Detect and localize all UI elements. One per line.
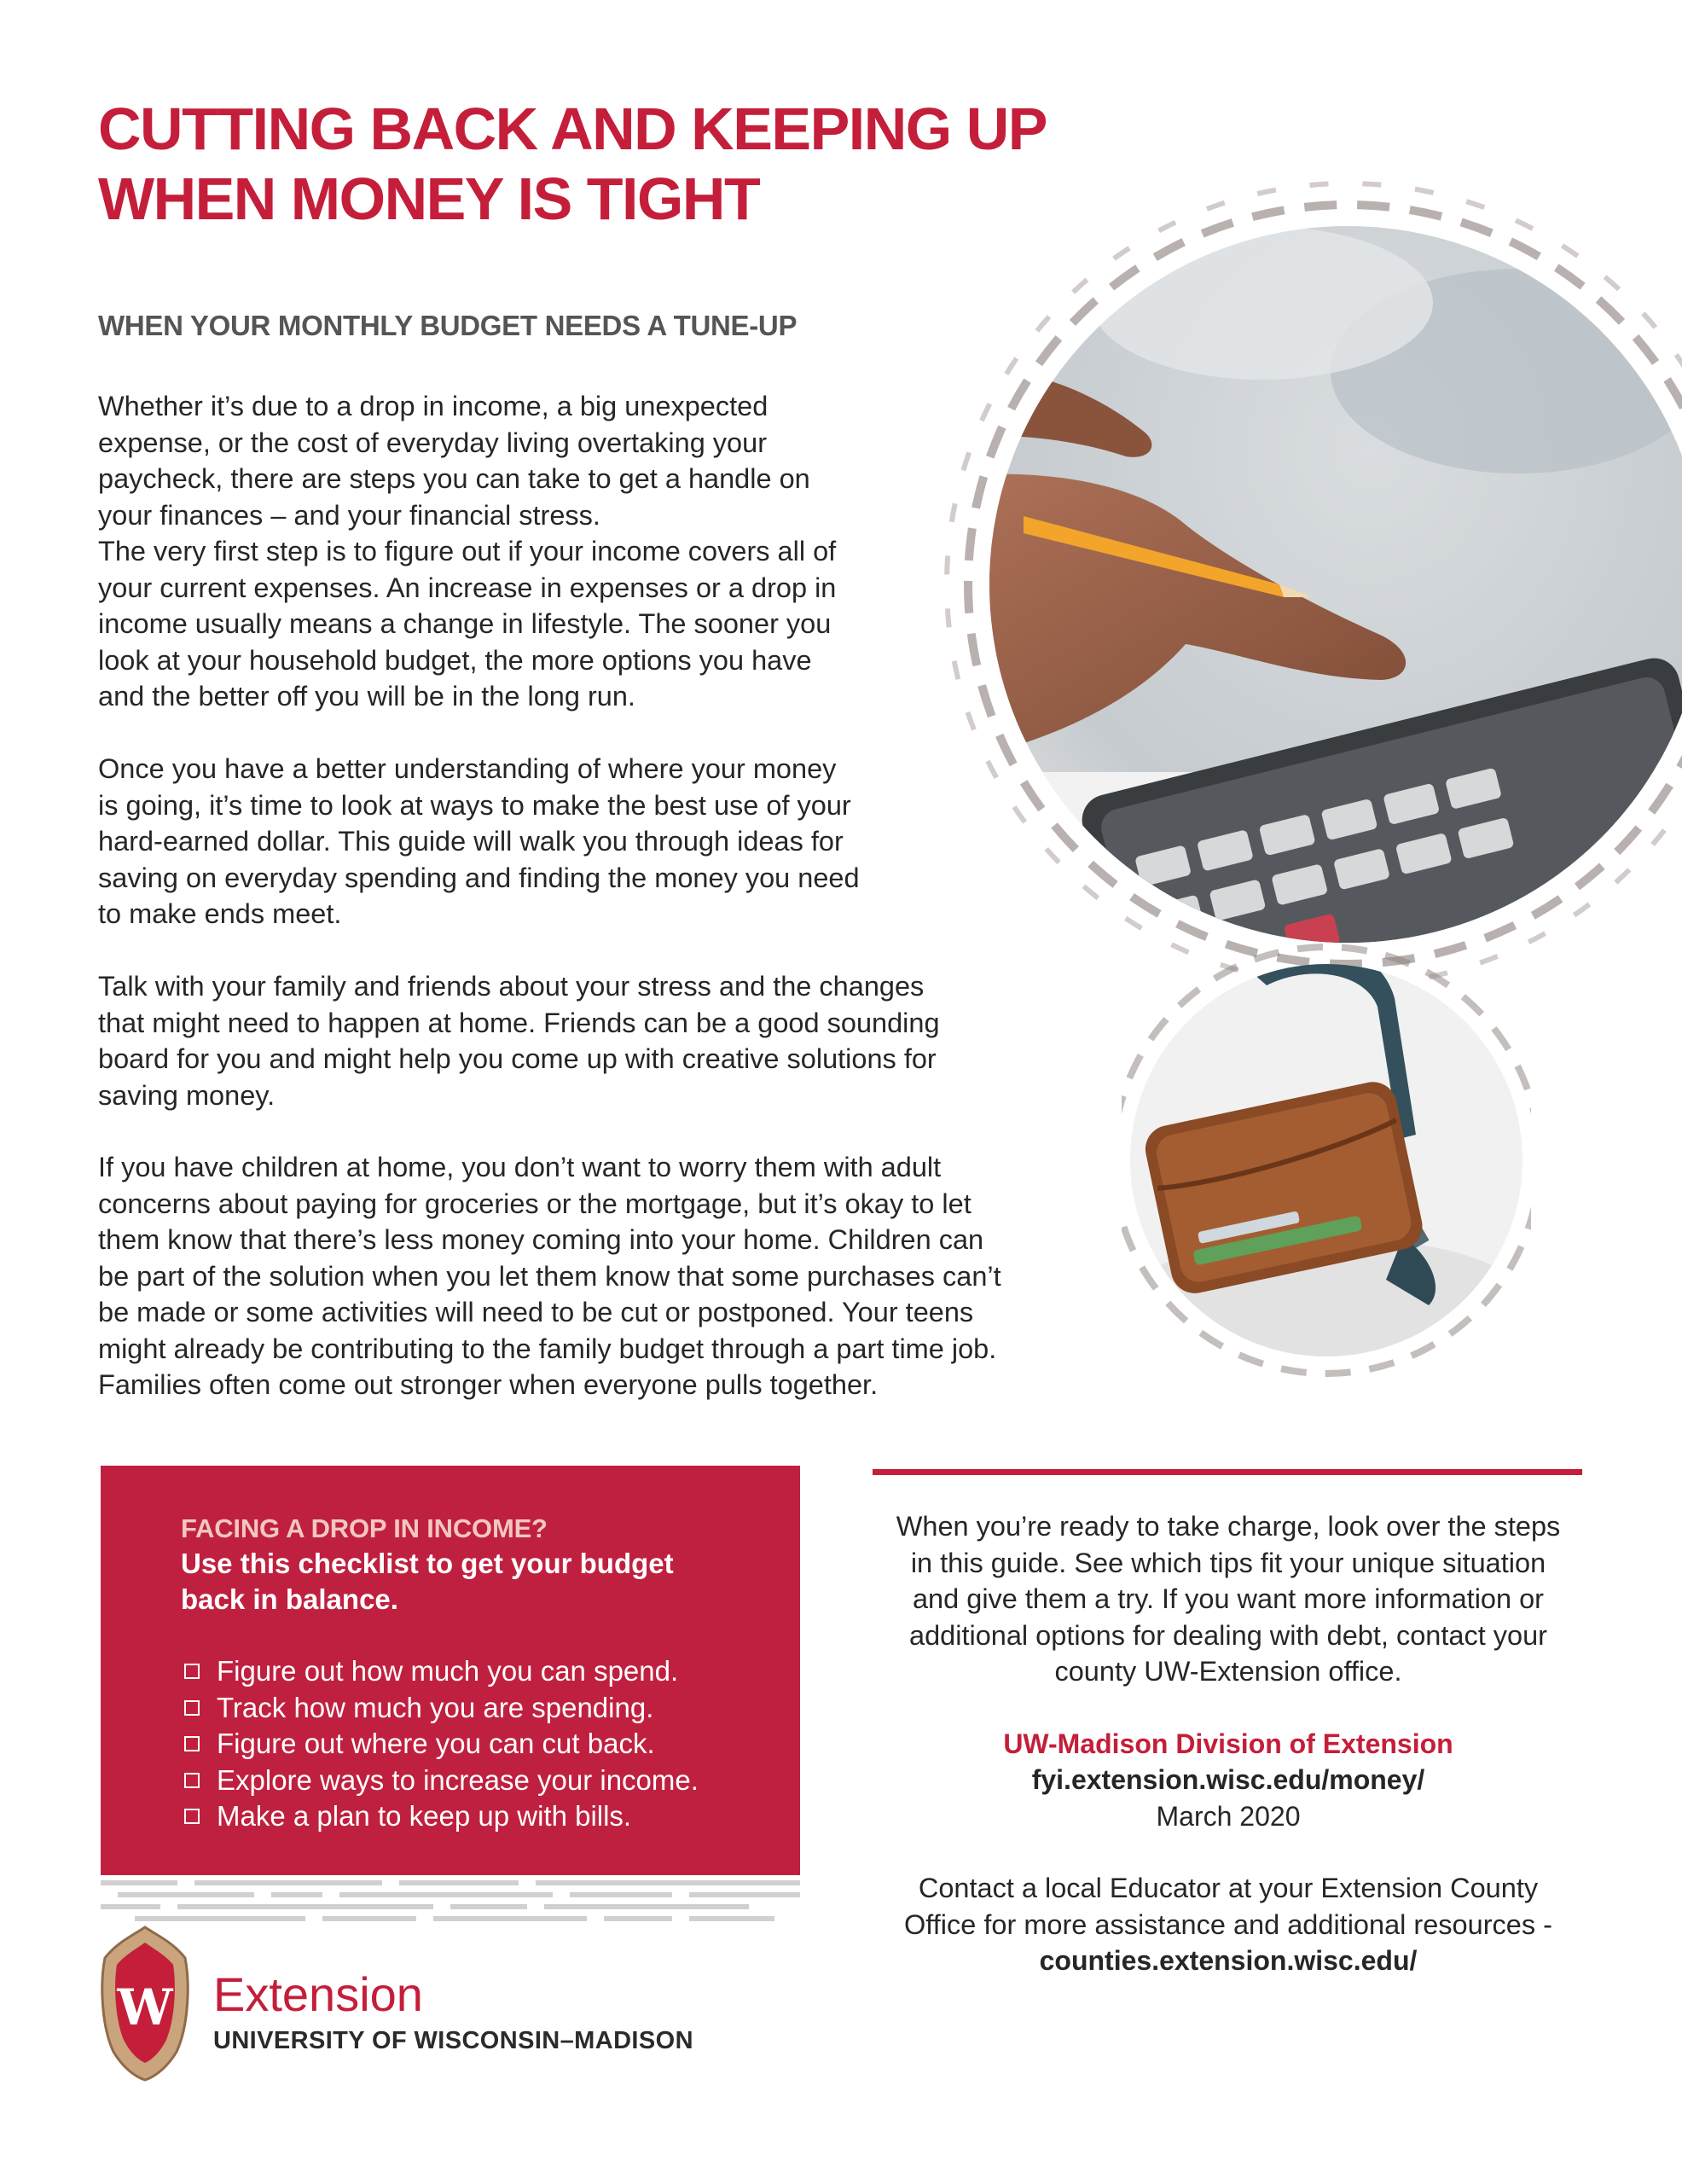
checklist-subheading [181, 1546, 727, 1618]
subheading-line: Use this checklist to get your budget [181, 1548, 674, 1579]
checklist-item [181, 1653, 699, 1690]
checkbox-icon [184, 1664, 200, 1679]
checkbox-icon [184, 1700, 200, 1716]
county-url-link[interactable]: counties.extension.wisc.edu/ [1039, 1945, 1418, 1976]
checklist-item [181, 1763, 699, 1799]
text-line: is going, it’s time to look at ways to make the best use of your [98, 789, 851, 821]
section-heading: WHEN YOUR MONTHLY BUDGET NEEDS A TUNE-UP [98, 310, 798, 341]
checklist-item-label: Make a plan to keep up with bills. [217, 1800, 632, 1833]
checklist-item [181, 1726, 699, 1763]
text-line: saving on everyday spending and finding the money you need [98, 862, 860, 893]
contact-paragraph [870, 1870, 1586, 1943]
checklist [181, 1653, 699, 1835]
intro-paragraph [98, 388, 836, 715]
text-line: The very first step is to figure out if your income covers all of [98, 536, 837, 566]
text-line: additional options for dealing with debt, contact your [909, 1619, 1547, 1651]
text-line: them know that there’s less money coming into your home. Children can [98, 1224, 984, 1255]
uw-crest-icon [98, 1924, 192, 2082]
text-line: When you’re ready to take charge, look over the steps [896, 1511, 1561, 1542]
text-line: concerns about paying for groceries or the mortgage, but it’s okay to let [98, 1188, 972, 1219]
text-line: be made or some activities will need to be cut or postponed. Your teens [98, 1297, 974, 1327]
closing-section [870, 1508, 1586, 1979]
checklist-item-label: Figure out where you can cut back. [217, 1728, 655, 1760]
text-line: hard-earned dollar. This guide will walk you through ideas for [98, 826, 844, 857]
text-line: Families often come out stronger when everyone pulls together. [98, 1369, 879, 1400]
stripe-decoration [101, 1877, 800, 1926]
text-line: your finances – and your financial stress. [98, 499, 600, 531]
text-line: and the better off you will be in the long run. [98, 681, 635, 712]
text-line: your current expenses. An increase in expenses or a drop in [98, 572, 837, 603]
understanding-paragraph [98, 751, 860, 932]
wallet-in-clamp-photo [1122, 904, 1531, 1416]
text-line: expense, or the cost of everyday living overtaking your [98, 427, 768, 458]
extension-wordmark: Extension [213, 1967, 423, 2021]
text-line: to make ends meet. [98, 898, 342, 929]
text-line: might already be contributing to the family budget through a part time job. [98, 1333, 997, 1364]
text-line: in this guide. See which tips fit your unique situation [910, 1547, 1546, 1578]
text-line: If you have children at home, you don’t want to worry them with adult [98, 1152, 942, 1182]
checklist-box [101, 1466, 800, 1875]
text-line: board for you and might help you come up with creative solutions for [98, 1043, 937, 1074]
text-line: Contact a local Educator at your Extension County [918, 1873, 1539, 1903]
organization-name: UW-Madison Division of Extension [1003, 1728, 1453, 1759]
crest-letter: W [117, 1978, 173, 2036]
checkbox-icon [184, 1809, 200, 1824]
text-line: look at your household budget, the more options you have [98, 644, 812, 676]
university-name: UNIVERSITY OF WISCONSIN–MADISON [213, 2027, 693, 2054]
text-line: saving money. [98, 1079, 276, 1111]
text-line: Whether it’s due to a drop in income, a big unexpected [98, 391, 768, 421]
text-line: income usually means a change in lifestyle. The sooner you [98, 608, 832, 639]
children-paragraph [98, 1149, 1001, 1403]
checklist-item-label: Figure out how much you can spend. [217, 1655, 679, 1687]
closing-paragraph [870, 1508, 1586, 1690]
talk-paragraph [98, 968, 940, 1113]
title-line-2: WHEN MONEY IS TIGHT [98, 166, 760, 232]
checklist-item [181, 1690, 699, 1727]
text-line: Once you have a better understanding of where your money [98, 753, 837, 784]
text-line: Office for more assistance and additional resources - [904, 1908, 1552, 1940]
money-url-link[interactable]: fyi.extension.wisc.edu/money/ [1031, 1764, 1425, 1795]
checklist-item-label: Explore ways to increase your income. [217, 1763, 699, 1796]
checklist-item [181, 1798, 699, 1835]
title-line-1: CUTTING BACK AND KEEPING UP [98, 96, 1047, 162]
subheading-line: back in balance. [181, 1583, 398, 1615]
checklist-item-label: Track how much you are spending. [217, 1691, 654, 1723]
text-line: county UW-Extension office. [1054, 1656, 1402, 1687]
text-line: and give them a try. If you want more information or [912, 1583, 1544, 1614]
text-line: paycheck, there are steps you can take to get a handle on [98, 463, 810, 494]
text-line: be part of the solution when you let them know that some purchases can’t [98, 1260, 1001, 1292]
checkbox-icon [184, 1736, 200, 1751]
checkbox-icon [184, 1773, 200, 1788]
checklist-heading: FACING A DROP IN INCOME? [181, 1513, 548, 1543]
calculator-photo [904, 158, 1682, 994]
divider-rule [873, 1469, 1582, 1475]
text-line: that might need to happen at home. Friends can be a good sounding [98, 1007, 940, 1038]
publication-date: March 2020 [1156, 1800, 1301, 1832]
text-line: Talk with your family and friends about your stress and the changes [98, 971, 925, 1002]
